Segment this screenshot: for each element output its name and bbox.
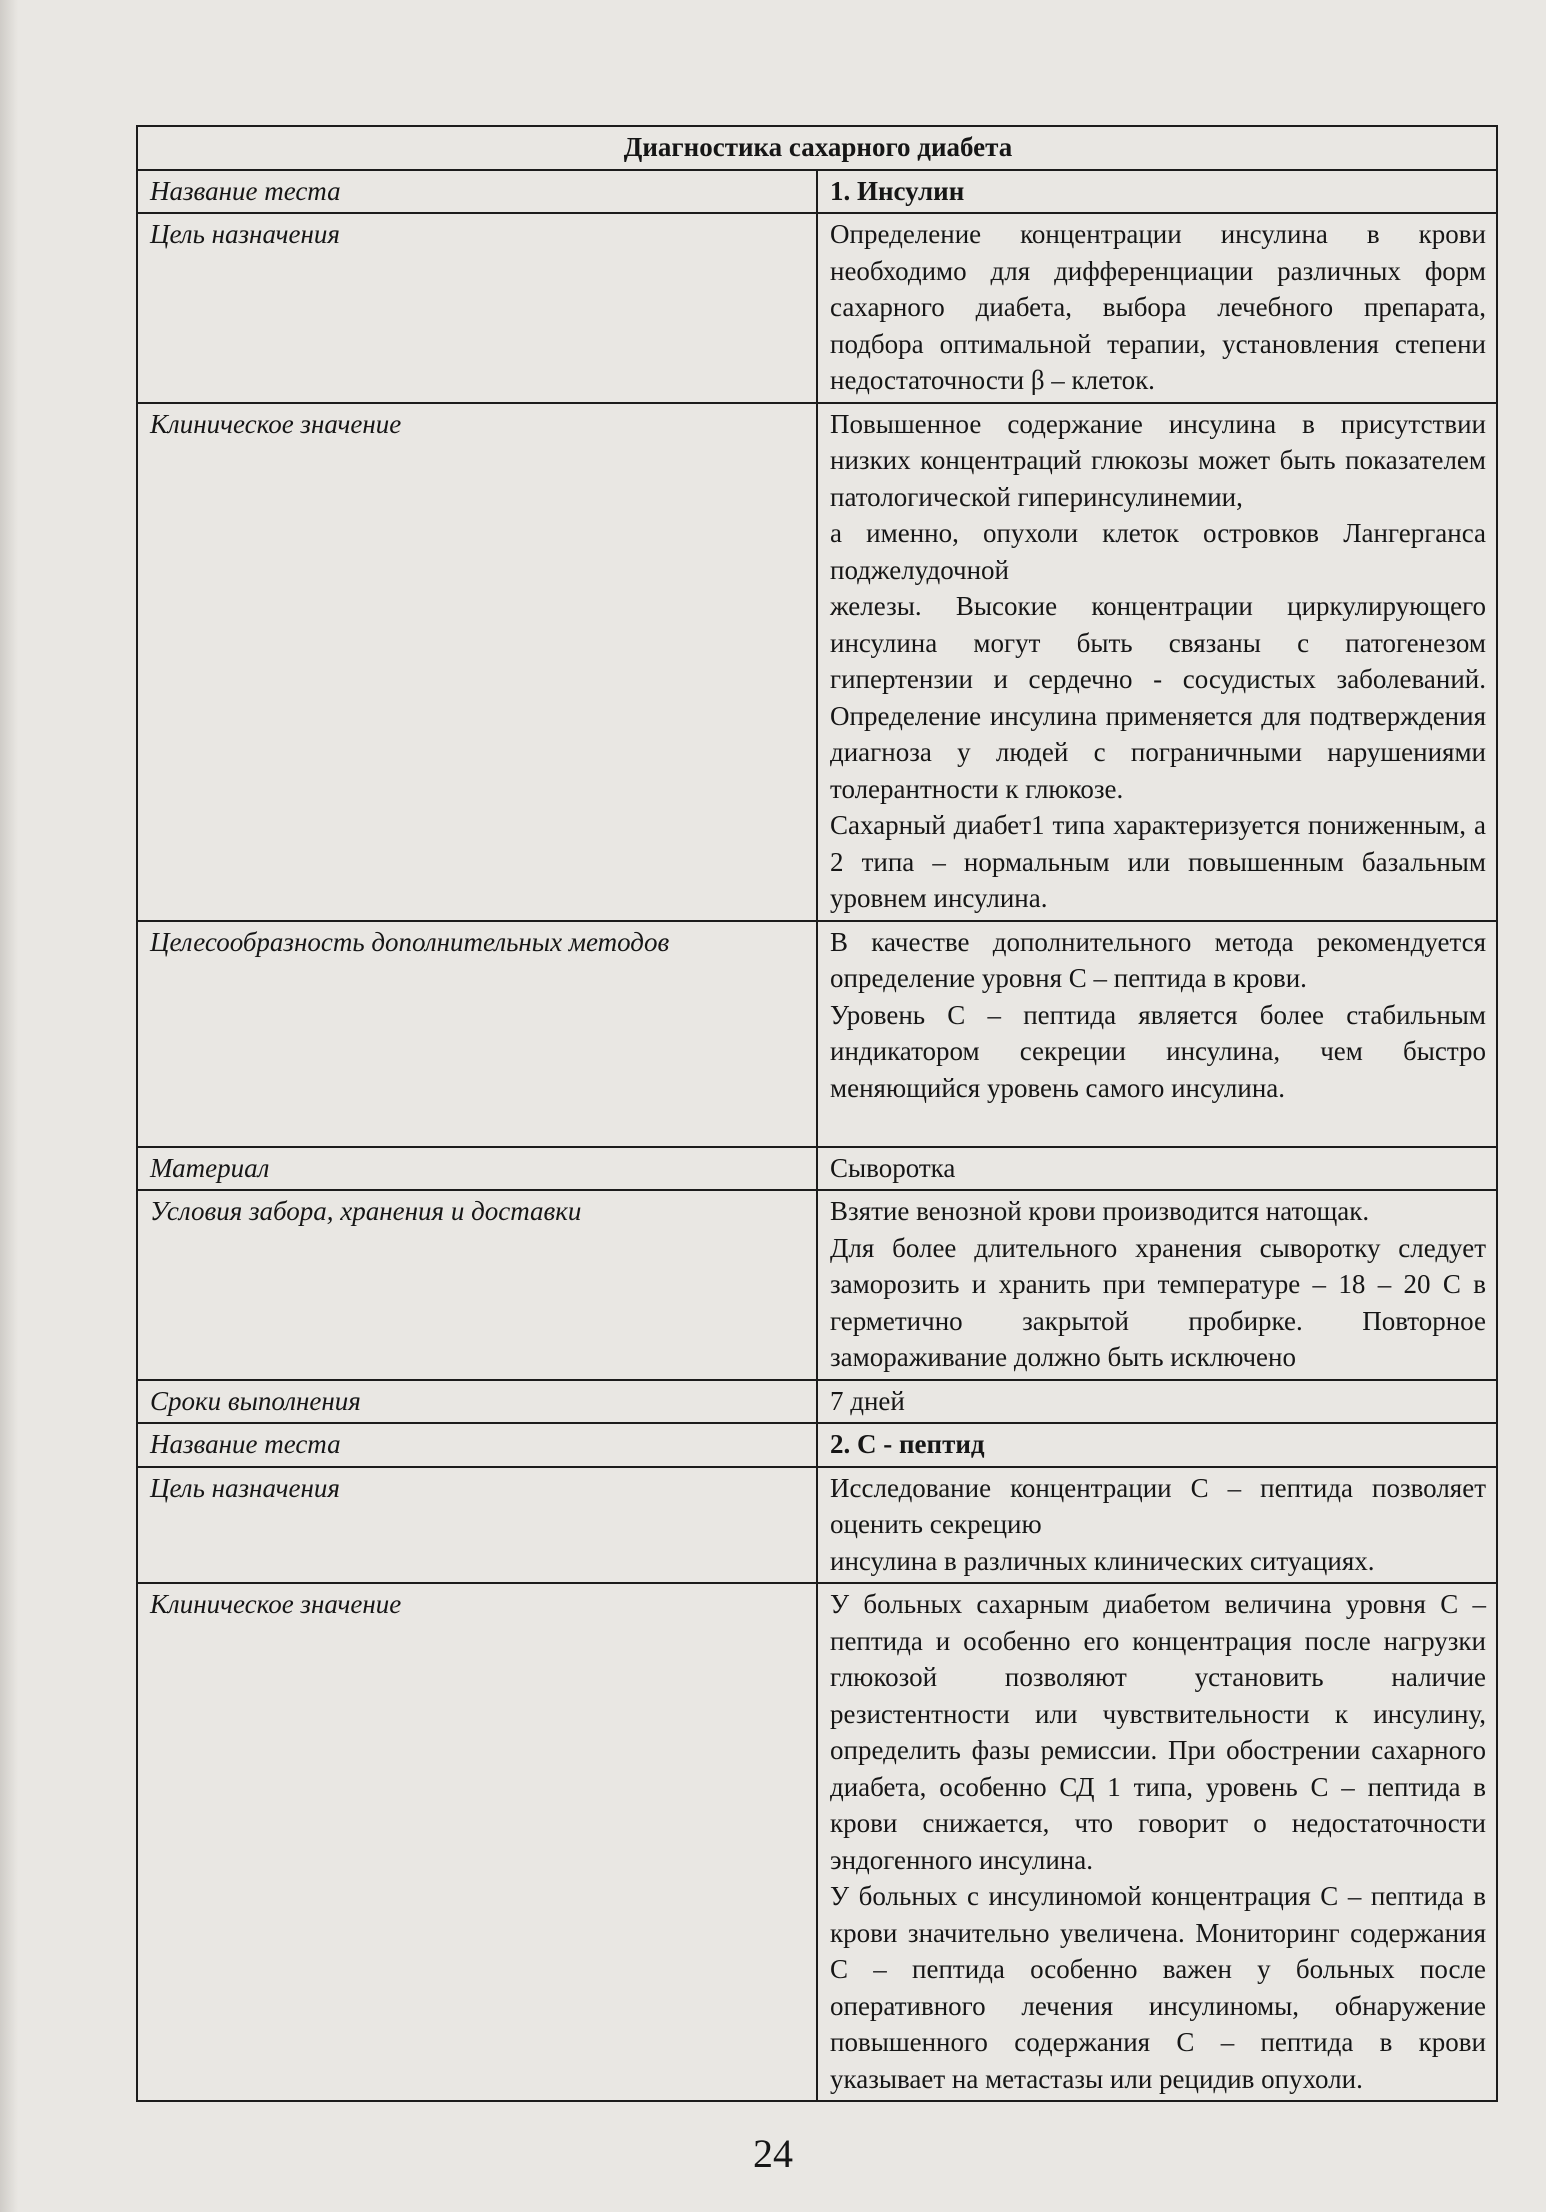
paragraph: Взятие венозной крови производится натощак. — [830, 1196, 1370, 1226]
table-row — [137, 213, 1497, 403]
row-label: Клиническое значение — [137, 1583, 817, 2101]
row-label: Материал — [137, 1147, 817, 1191]
purpose-text — [817, 1467, 1497, 1584]
material-text: Сыворотка — [817, 1147, 1497, 1191]
table-row — [137, 1467, 1497, 1584]
row-label: Название теста — [137, 170, 817, 214]
clinical-text — [817, 1583, 1497, 2101]
paragraph: У больных сахарным диабетом величина уровня С – пептида и особенно его концентрация после нагрузки глюкозой позволяют установить наличие резистентности или чувствительности к инсулину, определить фазы ремиссии. При обострении сахарного диабета, особенно СД 1 типа, уровень С – пептида в крови снижается, что говорит о недостаточности эндогенного инсулина. — [830, 1589, 1486, 1875]
table-row — [137, 1583, 1497, 2101]
table-row — [137, 1380, 1497, 1424]
paragraph: Сахарный диабет1 типа характеризуется пониженным, а 2 типа – нормальным или повышенным базальным уровнем инсулина. — [830, 810, 1486, 913]
table-title: Диагностика сахарного диабета — [137, 126, 1497, 170]
row-label: Цель назначения — [137, 1467, 817, 1584]
purpose-text: Определение концентрации инсулина в крови необходимо для дифференциации различных форм сахарного диабета, выбора лечебного препарата, подбора оптимальной терапии, установления степени недостаточности β – клеток. — [817, 213, 1497, 403]
row-label: Цель назначения — [137, 213, 817, 403]
row-label: Название теста — [137, 1423, 817, 1467]
clinical-text — [817, 403, 1497, 921]
table-row — [137, 1423, 1497, 1467]
paragraph: Для более длительного хранения сыворотку следует заморозить и хранить при температуре – 18 – 20 С в герметично закрытой пробирке. Повторное замораживание должно быть исключено — [830, 1232, 1486, 1372]
paragraph: У больных с инсулиномой концентрация С – пептида в крови значительно увеличена. Мониторинг содержания С – пептида особенно важен у больных после оперативного лечения инсулиномы, обнаружение повышенного содержания С – пептида в крови указывает на метастазы или рецидив опухоли. — [830, 1881, 1486, 2094]
paragraph: а именно, опухоли клеток островков Лангерганса поджелудочной — [830, 518, 1486, 585]
paragraph: Повышенное содержание инсулина в присутствии низких концентраций глюкозы может быть показателем патологической гиперинсулинемии, — [830, 408, 1486, 512]
collection-text — [817, 1190, 1497, 1380]
additional-text — [817, 921, 1497, 1147]
blank-line — [830, 1106, 1486, 1143]
row-label: Целесообразность дополнительных методов — [137, 921, 817, 1147]
paragraph: железы. Высокие концентрации циркулирующего инсулина могут быть связаны с патогенезом гипертензии и сердечно - сосудистых заболеваний. Определение инсулина применяется для подтверждения диагноза у людей с пограничными нарушениями толерантности к глюкозе. — [830, 591, 1486, 804]
paragraph: В качестве дополнительного метода рекомендуется определение уровня С – пептида в крови. — [830, 926, 1486, 993]
paragraph: инсулина в различных клинических ситуациях. — [830, 1545, 1375, 1576]
diagnostics-table — [136, 125, 1498, 2102]
terms-text: 7 дней — [817, 1380, 1497, 1424]
table-row — [137, 170, 1497, 214]
table-title-row — [137, 126, 1497, 170]
paragraph: Исследование концентрации С – пептида позволяет оценить секрецию — [830, 1472, 1486, 1539]
paragraph: Уровень С – пептида является более стабильным индикатором секреции инсулина, чем быстро меняющийся уровень самого инсулина. — [830, 999, 1486, 1103]
test-name: 1. Инсулин — [817, 170, 1497, 214]
table-row — [137, 403, 1497, 921]
scan-shadow — [0, 0, 18, 2212]
test-name: 2. С - пептид — [817, 1423, 1497, 1467]
table-row — [137, 921, 1497, 1147]
page-number: 24 — [753, 2131, 793, 2176]
row-label: Сроки выполнения — [137, 1380, 817, 1424]
row-label: Условия забора, хранения и доставки — [137, 1190, 817, 1380]
table-row — [137, 1190, 1497, 1380]
row-label: Клиническое значение — [137, 403, 817, 921]
table-row — [137, 1147, 1497, 1191]
